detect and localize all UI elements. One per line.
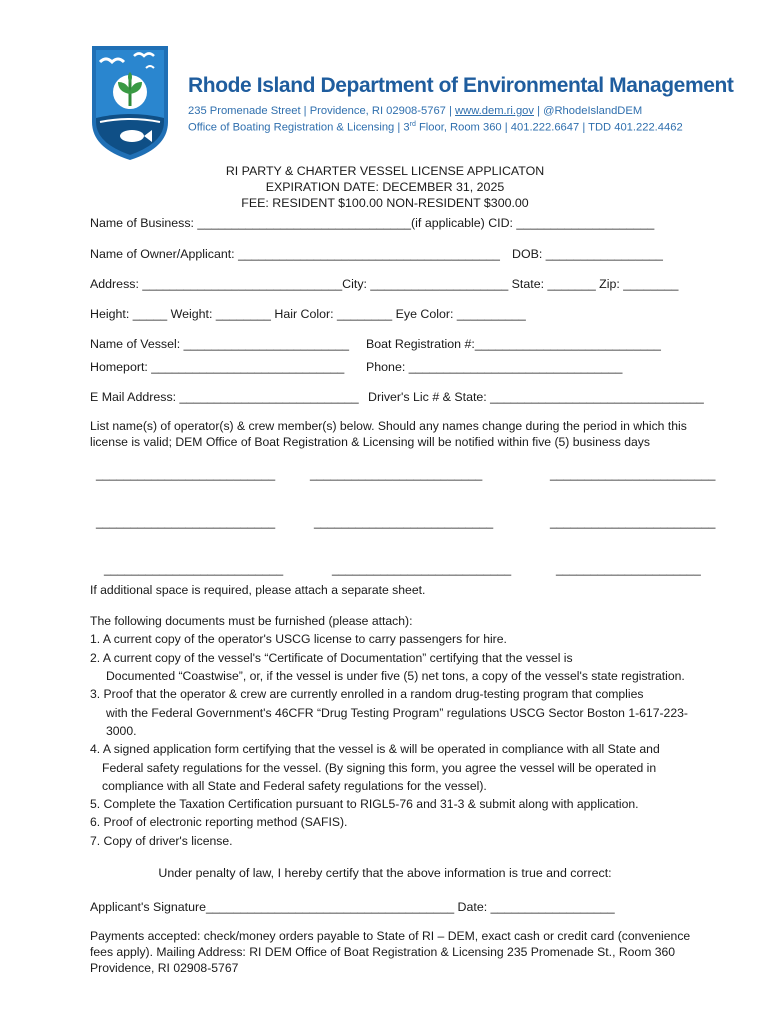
crew-instruction-2: license is valid; DEM Office of Boat Registration & Licensing will be notified within five (5) business days — [90, 435, 650, 449]
crew-instruction-1: List name(s) of operator(s) & crew member(s) below. Should any names change during the period in which this — [90, 419, 687, 433]
vessel-name-field[interactable]: Name of Vessel: ________________________ — [90, 337, 350, 351]
form-title: RI PARTY & CHARTER VESSEL LICENSE APPLICATON — [225, 164, 545, 178]
document-item: 4. A signed application form certifying that the vessel is & will be operated in compliance with all State and — [90, 742, 660, 756]
crew-name-field[interactable]: __________________________ — [96, 515, 276, 529]
document-item: 2. A current copy of the vessel's “Certificate of Documentation” certifying that the vessel is — [90, 651, 573, 665]
social-handle: | @RhodeIslandDEM — [534, 105, 643, 117]
office-text: Office of Boating Registration & Licensing | 3 — [188, 121, 410, 134]
dob-field[interactable]: DOB: _________________ — [512, 247, 663, 261]
document-item: 7. Copy of driver's license. — [90, 834, 233, 848]
document-item: with the Federal Government's 46CFR “Drug Testing Program” regulations USCG Sector Boston 1-617-223- — [106, 706, 688, 720]
certification-statement: Under penalty of law, I hereby certify that the above information is true and correct: — [158, 866, 612, 880]
document-item: 3. Proof that the operator & crew are currently enrolled in a random drug-testing program that complies — [90, 687, 644, 701]
document-item: 3000. — [106, 724, 137, 738]
crew-name-field[interactable]: __________________________ — [104, 562, 284, 576]
address-text: 235 Promenade Street | Providence, RI 02908-5767 | — [188, 105, 456, 117]
payment-line-3: Providence, RI 02908-5767 — [90, 961, 239, 975]
signature-field[interactable]: Applicant's Signature____________________________________ Date: __________________ — [90, 900, 615, 914]
document-item: Federal safety regulations for the vessel. (By signing this form, you agree the vessel will be operated in — [102, 761, 657, 775]
document-item: compliance with all State and Federal safety regulations for the vessel). — [102, 779, 487, 793]
office-line — [188, 121, 683, 134]
crew-name-field[interactable]: __________________________ — [314, 515, 494, 529]
address-line — [188, 105, 642, 117]
payment-line-1: Payments accepted: check/money orders payable to State of RI – DEM, exact cash or credit card (convenience — [90, 929, 691, 943]
additional-space-note: If additional space is required, please attach a separate sheet. — [90, 583, 426, 597]
crew-name-field[interactable]: _____________________ — [556, 562, 701, 576]
document-item: 6. Proof of electronic reporting method (SAFIS). — [90, 815, 348, 829]
owner-field[interactable]: Name of Owner/Applicant: ______________________________________ — [90, 247, 500, 261]
documents-intro: The following documents must be furnished (please attach): — [90, 614, 413, 628]
org-name: Rhode Island Department of Environmental Management — [188, 74, 734, 97]
fee-line: FEE: RESIDENT $100.00 NON-RESIDENT $300.00 — [241, 196, 529, 210]
office-sup: rd — [409, 121, 416, 128]
boat-registration-field[interactable]: Boat Registration #:___________________________ — [366, 337, 661, 351]
document-item: 1. A current copy of the operator's USCG license to carry passengers for hire. — [90, 632, 507, 646]
crew-name-field[interactable]: __________________________ — [332, 562, 512, 576]
payment-line-2: fees apply). Mailing Address: RI DEM Office of Boat Registration & Licensing 235 Promenade St., Room 360 — [90, 945, 676, 959]
business-field[interactable]: Name of Business: _______________________________(if applicable) CID: ____________________ — [90, 216, 655, 230]
address-field[interactable]: Address: _____________________________City: ____________________ State: _______ Zip: ________ — [90, 277, 679, 291]
physical-description-field[interactable]: Height: _____ Weight: ________ Hair Color: ________ Eye Color: __________ — [90, 307, 526, 321]
crew-name-field[interactable]: ________________________ — [550, 515, 716, 529]
email-field[interactable]: E Mail Address: __________________________ — [90, 390, 359, 404]
phone-field[interactable]: Phone: _______________________________ — [366, 360, 623, 374]
document-item: Documented “Coastwise”, or, if the vessel is under five (5) net tons, a copy of the vessel's state registration. — [106, 669, 685, 683]
drivers-license-field[interactable]: Driver's Lic # & State: _______________________________ — [368, 390, 704, 404]
office-contacts: Floor, Room 360 | 401.222.6647 | TDD 401.222.4462 — [415, 121, 683, 134]
website-link[interactable]: www.dem.ri.gov — [455, 105, 534, 117]
crew-name-field[interactable]: ________________________ — [550, 467, 716, 481]
crew-name-field[interactable]: __________________________ — [96, 467, 276, 481]
document-item: 5. Complete the Taxation Certification pursuant to RIGL5-76 and 31-3 & submit along with application. — [90, 797, 639, 811]
homeport-field[interactable]: Homeport: ____________________________ — [90, 360, 345, 374]
ri-dem-logo-icon — [90, 44, 170, 162]
expiration-date: EXPIRATION DATE: DECEMBER 31, 2025 — [265, 180, 505, 194]
crew-name-field[interactable]: _________________________ — [310, 467, 483, 481]
